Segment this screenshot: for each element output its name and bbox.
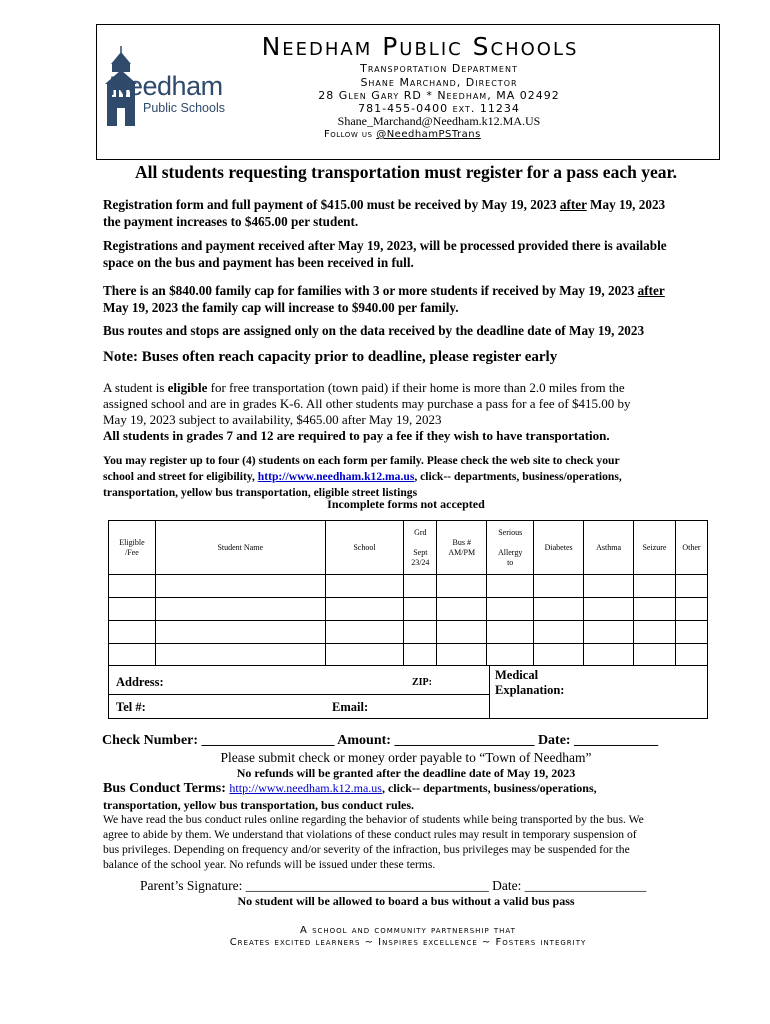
e2: assigned school and are in grades K-6. All other students may purchase a pass for a fee of $415.00 by xyxy=(103,396,631,411)
p1-after: after xyxy=(559,197,587,212)
follow-line xyxy=(324,129,564,140)
follow-prefix: Follow us xyxy=(324,129,373,140)
col-allergy: Serious Allergy to xyxy=(487,521,534,575)
col-other: Other xyxy=(675,521,707,575)
col-diabetes: Diabetes xyxy=(534,521,584,575)
address-field[interactable] xyxy=(108,665,490,695)
logo-wordmark: Needham xyxy=(109,71,223,101)
twitter-handle[interactable]: @NeedhamPSTrans xyxy=(376,129,481,140)
table-row[interactable] xyxy=(109,575,708,598)
conduct-rules-link[interactable]: http://www.needham.k12.ma.us xyxy=(229,781,382,795)
p1-date: May 19, 2023 xyxy=(586,197,666,212)
col-eligible: Eligible /Fee xyxy=(109,521,156,575)
logo-subtitle: Public Schools xyxy=(143,101,225,115)
r3: transportation, yellow bus transportation, eligible street listings xyxy=(103,486,418,499)
p3-text: There is an $840.00 family cap for families with 3 or more students if received by May 19, 2023 xyxy=(103,283,638,298)
school-title: Needham Public Schools xyxy=(261,32,579,61)
register-instructions xyxy=(103,453,723,501)
capacity-note: Note: Buses often reach capacity prior to deadline, please register early xyxy=(103,349,558,365)
p1-text: Registration form and full payment of $415.00 must be received by May 19, 2023 xyxy=(103,197,560,212)
tel-label: Tel #: xyxy=(116,700,146,714)
p2-line1: Registrations and payment received after May 19, 2023, will be processed provided there is available xyxy=(103,238,667,253)
e3: May 19, 2023 subject to availability, $465.00 after May 19, 2023 xyxy=(103,412,442,427)
table-header-row xyxy=(109,521,708,575)
bus-pass-warning: No student will be allowed to board a bus without a valid bus pass xyxy=(237,894,575,908)
refund-notice: No refunds will be granted after the deadline date of May 19, 2023 xyxy=(236,766,576,780)
p2-line2: space on the bus and payment has been received in full. xyxy=(103,255,414,270)
signature-line[interactable]: Parent’s Signature: ____________________________________ Date: __________________ xyxy=(140,878,647,893)
conduct-terms xyxy=(103,780,723,813)
conduct-after-link: , click-- departments, business/operations, xyxy=(381,781,597,795)
table-row[interactable] xyxy=(109,644,708,666)
phone-line: 781-455-0400 ext. 11234 xyxy=(358,102,520,115)
p3-after: after xyxy=(637,283,665,298)
director-email: Shane_Marchand@Needham.k12.MA.US xyxy=(337,114,541,128)
col-bus: Bus # AM/PM xyxy=(437,521,487,575)
check-info-line: Check Number: ___________________ Amount: ____________________ Date: ____________ xyxy=(102,733,659,748)
conduct-line2: transportation, yellow bus transportation, bus conduct rules. xyxy=(103,798,415,812)
family-cap-paragraph xyxy=(103,282,713,316)
col-student-name: Student Name xyxy=(155,521,325,575)
medical-label: Medical Explanation: xyxy=(495,668,565,697)
r2-b: , click-- departments, business/operations, xyxy=(414,470,622,483)
page-headline: All students requesting transportation must register for a pass each year. xyxy=(134,162,677,182)
r2-a: school and street for eligibility, xyxy=(103,470,258,483)
director-line: Shane Marchand, Director xyxy=(360,76,518,89)
eligibility-paragraph xyxy=(103,380,715,444)
col-asthma: Asthma xyxy=(584,521,634,575)
conduct-label: Bus Conduct Terms: xyxy=(103,781,230,796)
p1-increase: the payment increases to $465.00 per student. xyxy=(103,214,359,229)
e1-c: for free transportation (town paid) if their home is more than 2.0 miles from the xyxy=(207,380,625,395)
r1: You may register up to four (4) students on each form per family. Please check the web site to check your xyxy=(103,454,620,467)
footer-line2: Creates excited learners ~ Inspires excellence ~ Fosters integrity xyxy=(229,937,587,948)
e1-a: A student is xyxy=(103,380,168,395)
student-table xyxy=(108,520,708,666)
address-line: 28 Glen Gary RD * Needham, MA 02492 xyxy=(318,89,560,102)
address-label: Address: xyxy=(116,675,164,689)
phone-email-field[interactable] xyxy=(108,694,490,719)
col-grade: Grd Sept 23/24 xyxy=(404,521,437,575)
registration-deadline-paragraph xyxy=(103,196,713,230)
col-seizure: Seizure xyxy=(634,521,676,575)
table-row[interactable] xyxy=(109,621,708,644)
district-website-link[interactable]: http://www.needham.k12.ma.us xyxy=(257,470,415,483)
table-row[interactable] xyxy=(109,598,708,621)
p3-line2: May 19, 2023 the family cap will increase to $940.00 per family. xyxy=(103,300,459,315)
col-school: School xyxy=(325,521,404,575)
incomplete-notice: Incomplete forms not accepted xyxy=(327,497,485,511)
department-line: Transportation Department xyxy=(360,62,518,75)
zip-label: ZIP: xyxy=(412,677,432,688)
bus-routes-paragraph: Bus routes and stops are assigned only on the data received by the deadline date of May 19, 2023 xyxy=(103,323,645,338)
payment-instructions: Please submit check or money order payable to “Town of Needham” xyxy=(220,750,592,765)
conduct-agreement: We have read the bus conduct rules online regarding the behavior of students while being transported by the bus. We agree to abide by them. We understand that violations of these conduct rules may result in temporary suspension of bus privileges. Depending on frequency and/or severity of the infraction, bus privileges may be suspended for the balance of the school year. No refunds will be issued under these terms. xyxy=(103,813,644,871)
email-label: Email: xyxy=(332,700,369,714)
e4: All students in grades 7 and 12 are required to pay a fee if they wish to have transportation. xyxy=(103,428,610,443)
footer-line1: A school and community partnership that xyxy=(300,925,516,936)
e1-eligible: eligible xyxy=(167,380,208,395)
late-registration-paragraph xyxy=(103,237,713,271)
